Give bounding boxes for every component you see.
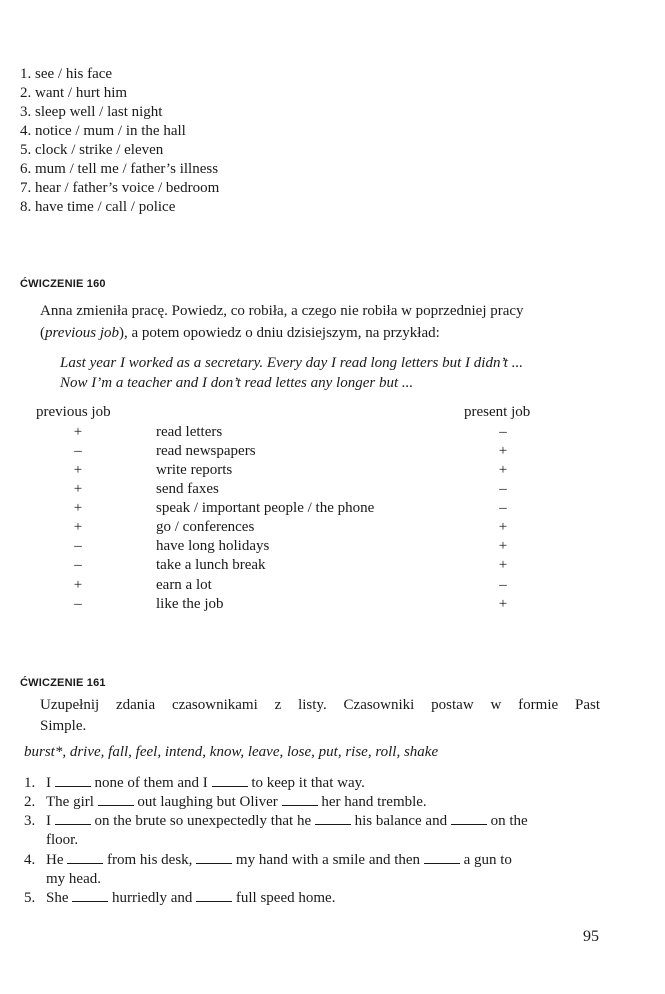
exercise-160-heading: ĆWICZENIE 160 (20, 278, 106, 290)
answer-blank[interactable] (196, 889, 232, 902)
previous-mark: + (73, 462, 83, 478)
text-part: The girl (46, 794, 94, 810)
sentence-number: 2. (24, 794, 36, 810)
sentence-3-continuation: floor. (46, 832, 79, 848)
answer-blank[interactable] (424, 851, 460, 864)
column-previous-job: previous job (36, 404, 111, 420)
present-mark: – (499, 424, 507, 440)
text-part: He (46, 852, 64, 868)
text-part: on the (490, 813, 528, 829)
sentence-text (46, 851, 601, 870)
text-part: my hand with a smile and then (235, 852, 421, 868)
previous-mark: – (74, 596, 82, 612)
list-item: 7. hear / father’s voice / bedroom (20, 180, 220, 196)
sentence-text (46, 889, 601, 908)
list-item: 4. notice / mum / in the hall (20, 123, 186, 139)
sentence-number: 3. (24, 813, 36, 829)
table-row (0, 557, 665, 576)
answer-blank[interactable] (315, 812, 351, 825)
present-mark: + (498, 557, 508, 573)
example-line-1: Last year I worked as a secretary. Every day I read long letters but I didn’t ... (60, 355, 523, 371)
answer-blank[interactable] (98, 793, 134, 806)
present-mark: – (499, 577, 507, 593)
present-mark: + (498, 462, 508, 478)
instruction-line-1: Uzupełnij zdania czasownikami z listy. Czasowniki postaw w formie Past (40, 697, 600, 713)
present-mark: + (498, 596, 508, 612)
present-mark: + (498, 538, 508, 554)
text-part: from his desk, (107, 852, 193, 868)
previous-mark: – (74, 557, 82, 573)
activity: like the job (156, 596, 224, 612)
table-row (0, 596, 665, 615)
sentence-text (46, 774, 601, 793)
list-item: 6. mum / tell me / father’s illness (20, 161, 219, 177)
answer-blank[interactable] (212, 774, 248, 787)
sentence-text (46, 793, 601, 812)
present-mark: – (499, 500, 507, 516)
list-item: 2. want / hurt him (20, 85, 128, 101)
text-part: on the brute so unexpectedly that he (94, 813, 312, 829)
activity: take a lunch break (156, 557, 266, 573)
activity: speak / important people / the phone (156, 500, 375, 516)
list-item: 3. sleep well / last night (20, 104, 163, 120)
text-part: a gun to (463, 852, 512, 868)
table-row (0, 500, 665, 519)
list-item: 5. clock / strike / eleven (20, 142, 164, 158)
sentence-number: 1. (24, 775, 36, 791)
sentence-number: 4. (24, 852, 36, 868)
previous-mark: + (73, 519, 83, 535)
sentence-number: 5. (24, 890, 36, 906)
table-row (0, 519, 665, 538)
example-line-2: Now I’m a teacher and I don’t read lettes any longer but ... (60, 375, 414, 391)
answer-blank[interactable] (67, 851, 103, 864)
activity: read newspapers (156, 443, 256, 459)
text-part: I (46, 813, 51, 829)
answer-blank[interactable] (72, 889, 108, 902)
instruction-rest: ), a potem opowiedz o dniu dzisiejszym, na przykład: (119, 325, 440, 341)
table-row (0, 481, 665, 500)
table-row (0, 424, 665, 443)
text-part: I (46, 775, 51, 791)
exercise-161-instruction (40, 695, 600, 737)
text-part: none of them and I (94, 775, 208, 791)
exercise-160-instruction (40, 300, 600, 344)
instruction-line-2: Simple. (40, 718, 87, 734)
column-present-job: present job (464, 404, 531, 420)
previous-mark: – (74, 538, 82, 554)
activity: read letters (156, 424, 223, 440)
present-mark: + (498, 519, 508, 535)
text-part: hurriedly and (112, 890, 193, 906)
sentence-4-continuation: my head. (46, 871, 101, 887)
present-mark: + (498, 443, 508, 459)
previous-mark: + (73, 424, 83, 440)
table-row (0, 443, 665, 462)
verb-list: burst*, drive, fall, feel, intend, know, leave, lose, put, rise, roll, shake (24, 744, 439, 760)
text-part: his balance and (354, 813, 448, 829)
previous-mark: + (73, 500, 83, 516)
instruction-line-1: Anna zmieniła pracę. Powiedz, co robiła, a czego nie robiła w poprzedniej pracy (40, 303, 524, 319)
activity: earn a lot (156, 577, 212, 593)
answer-blank[interactable] (55, 774, 91, 787)
answer-blank[interactable] (451, 812, 487, 825)
exercise-161-heading: ĆWICZENIE 161 (20, 677, 106, 689)
list-item: 1. see / his face (20, 66, 113, 82)
answer-blank[interactable] (55, 812, 91, 825)
paren-open: ( (40, 325, 45, 341)
sentence-text (46, 812, 601, 831)
activity: write reports (156, 462, 233, 478)
table-row (0, 538, 665, 557)
text-part: She (46, 890, 69, 906)
table-row (0, 577, 665, 596)
activity: go / conferences (156, 519, 255, 535)
table-row (0, 462, 665, 481)
instruction-line-2 (40, 322, 600, 344)
activity: send faxes (156, 481, 219, 497)
answer-blank[interactable] (196, 851, 232, 864)
previous-mark: – (74, 443, 82, 459)
text-part: to keep it that way. (251, 775, 365, 791)
page-number: 95 (583, 928, 599, 945)
text-part: her hand tremble. (321, 794, 427, 810)
text-part: out laughing but Oliver (137, 794, 278, 810)
previous-mark: + (73, 577, 83, 593)
answer-blank[interactable] (282, 793, 318, 806)
present-mark: – (499, 481, 507, 497)
previous-mark: + (73, 481, 83, 497)
activity: have long holidays (156, 538, 270, 554)
previous-job-term: previous job (45, 325, 120, 341)
text-part: full speed home. (235, 890, 336, 906)
list-item: 8. have time / call / police (20, 199, 176, 215)
